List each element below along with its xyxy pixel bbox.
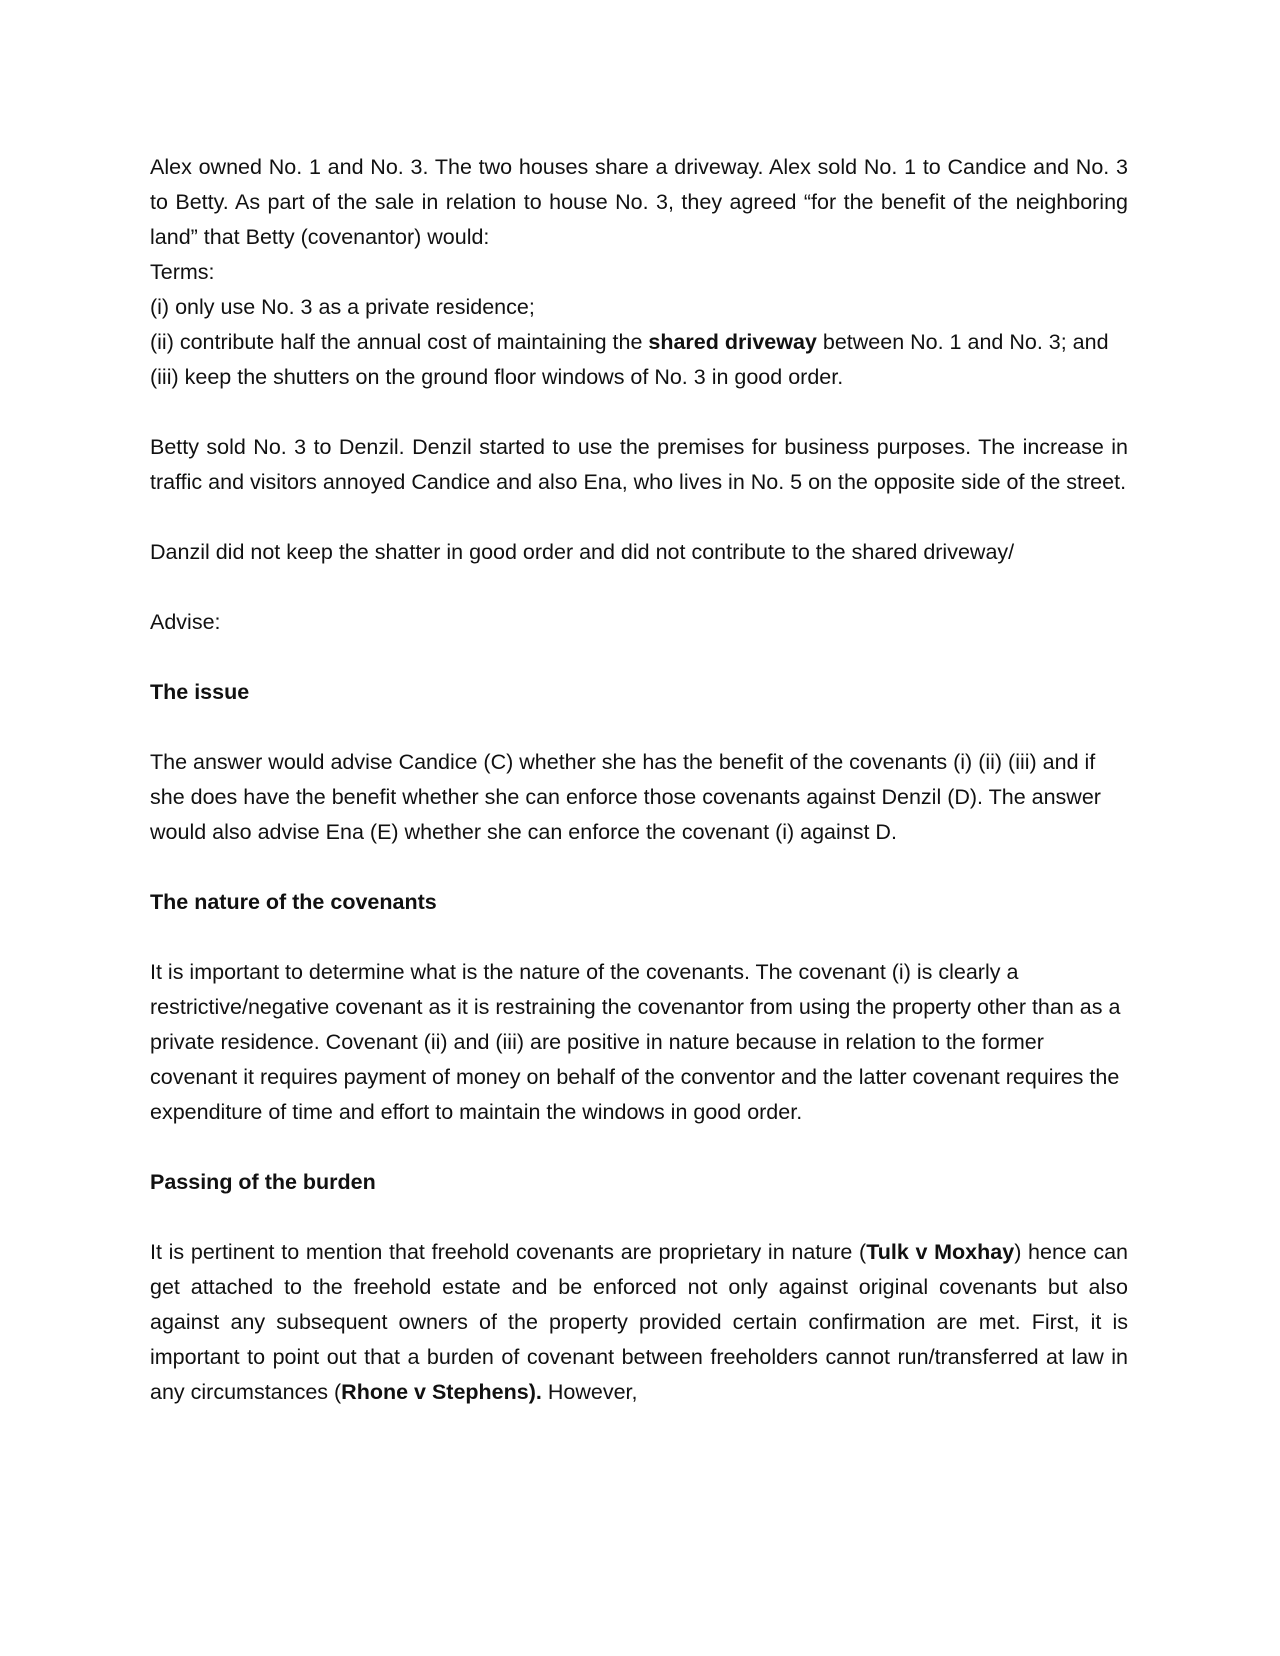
burden-text-1: It is pertinent to mention that freehold covenants are proprietary in nature ( — [150, 1240, 867, 1264]
spacer — [150, 1200, 1128, 1235]
term-ii-text-a: (ii) contribute half the annual cost of maintaining the — [150, 330, 649, 354]
document-page — [150, 150, 1128, 1410]
terms-label: Terms: — [150, 260, 215, 284]
case-tulk-v-moxhay: Tulk v Moxhay — [866, 1240, 1015, 1264]
spacer — [150, 395, 1128, 430]
term-i: (i) only use No. 3 as a private residence; — [150, 295, 535, 319]
spacer — [150, 1130, 1128, 1165]
burden-text-3: However, — [541, 1380, 638, 1404]
burden-heading: Passing of the burden — [150, 1170, 376, 1194]
term-iii: (iii) keep the shutters on the ground floor windows of No. 3 in good order. — [150, 365, 844, 389]
term-ii — [150, 325, 1128, 360]
term-ii-text-c: between No. 1 and No. 3; and — [816, 330, 1109, 354]
issue-heading: The issue — [150, 680, 250, 704]
burden-text-2: ) hence can get attached to the freehold estate and be enforced not only against original covenants but also against any subsequent owners of the property provided certain confirmation are met. First, it is important to point out that a burden of covenant between freeholders cannot run/transferred at law in any circumstances ( — [150, 1240, 1128, 1404]
intro-paragraph: Alex owned No. 1 and No. 3. The two houses share a driveway. Alex sold No. 1 to Candice and No. 3 to Betty. As part of the sale in relation to house No. 3, they agreed “for the benefit of the neighboring land” that Betty (covenantor) would: — [150, 155, 1128, 249]
facts-paragraph: Betty sold No. 3 to Denzil. Denzil started to use the premises for business purposes. The increase in traffic and visitors annoyed Candice and also Ena, who lives in No. 5 on the opposite side of the street. — [150, 435, 1128, 494]
term-ii-emphasis: shared driveway — [648, 330, 817, 354]
burden-paragraph — [150, 1235, 1128, 1410]
advise-label: Advise: — [150, 610, 221, 634]
nature-heading: The nature of the covenants — [150, 890, 437, 914]
spacer — [150, 570, 1128, 605]
breach-paragraph: Danzil did not keep the shatter in good order and did not contribute to the shared driveway/ — [150, 540, 1015, 564]
nature-paragraph: It is important to determine what is the nature of the covenants. The covenant (i) is clearly a restrictive/negative covenant as it is restraining the covenantor from using the property other than as a private residence. Covenant (ii) and (iii) are positive in nature because in relation to the former covenant it requires payment of money on behalf of the conventor and the latter covenant requires the expenditure of time and effort to maintain the windows in good order. — [150, 960, 1121, 1124]
spacer — [150, 710, 1128, 745]
issue-paragraph: The answer would advise Candice (C) whether she has the benefit of the covenants (i) (ii) (iii) and if she does have the benefit whether she can enforce those covenants against Denzil (D). The answer would also advise Ena (E) whether she can enforce the covenant (i) against D. — [150, 750, 1101, 844]
spacer — [150, 850, 1128, 885]
case-rhone-v-stephens: Rhone v Stephens). — [341, 1380, 542, 1404]
spacer — [150, 920, 1128, 955]
spacer — [150, 500, 1128, 535]
spacer — [150, 640, 1128, 675]
